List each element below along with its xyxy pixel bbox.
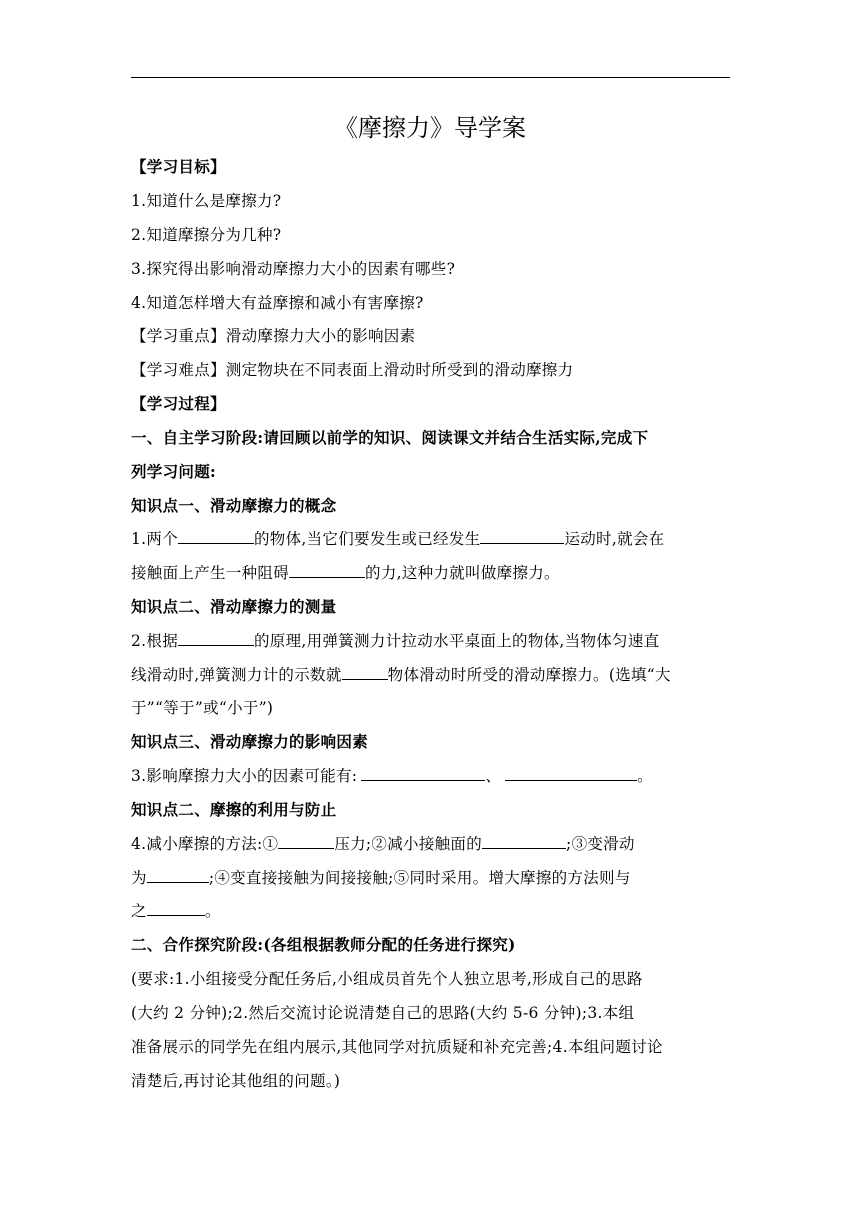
q4-line2 (131, 867, 731, 889)
q3-blank-1[interactable] (361, 765, 485, 781)
stage2-text-line: (大约 2 分钟);2.然后交流讨论说清楚自己的思路(大约 5-6 分钟);3.本组 (131, 1004, 635, 1022)
q3-line (131, 765, 731, 787)
q4-blank-4[interactable] (147, 900, 205, 916)
kp1-heading: 知识点一、滑动摩擦力的概念 (131, 496, 337, 515)
q1-text-e: 的力,这种力就叫做摩擦力。 (365, 564, 560, 582)
q4-blank-2[interactable] (482, 833, 566, 849)
q4-blank-3[interactable] (147, 867, 209, 883)
stage2-text-line: 准备展示的同学先在组内展示,其他同学对抗质疑和补充完善;4.本组问题讨论 (131, 1038, 663, 1056)
q2-line3: 于”“等于”或“小于”) (131, 699, 274, 717)
q3-blank-2[interactable] (505, 765, 637, 781)
stage1-heading-line1: 一、自主学习阶段:请回顾以前学的知识、阅读课文并结合生活实际,完成下 (131, 428, 649, 447)
kp2-heading: 知识点二、滑动摩擦力的测量 (131, 597, 337, 616)
q4-text-d: 为 (131, 869, 147, 887)
goal-item: 3.探究得出影响滑动摩擦力大小的因素有哪些? (131, 260, 456, 278)
q4-text-c: ;③变滑动 (566, 835, 635, 853)
stage2-heading: 二、合作探究阶段:(各组根据教师分配的任务进行探究) (131, 935, 516, 954)
q1-text-b: 的物体,当它们要发生或已经发生 (254, 530, 481, 548)
q3-text-c: 。 (637, 767, 653, 785)
q4-line3 (131, 900, 731, 922)
page-title: 《摩擦力》导学案 (334, 114, 526, 142)
q2-blank-1[interactable] (178, 630, 254, 646)
q4-text-a: 4.减小摩擦的方法:① (131, 835, 279, 853)
q2-text-d: 物体滑动时所受的滑动摩擦力。(选填“大 (387, 666, 671, 684)
q4-text-b: 压力;②减小接触面的 (334, 835, 483, 853)
q2-blank-2[interactable] (342, 664, 388, 680)
kp4-heading: 知识点二、摩擦的利用与防止 (131, 800, 337, 819)
q4-text-f: 之 (131, 902, 147, 920)
stage1-heading-line2: 列学习问题: (131, 462, 217, 481)
q3-text-b: 、 (485, 767, 502, 785)
q1-text-d: 接触面上产生一种阻碍 (131, 564, 290, 582)
kp3-heading: 知识点三、滑动摩擦力的影响因素 (131, 732, 369, 751)
q1-line1 (131, 528, 731, 550)
q1-line2 (131, 562, 731, 584)
key-point: 【学习重点】滑动摩擦力大小的影响因素 (131, 327, 416, 345)
q4-text-g: 。 (204, 902, 221, 920)
q1-blank-1[interactable] (178, 528, 254, 544)
q2-text-a: 2.根据 (131, 632, 178, 650)
q2-line1 (131, 630, 731, 652)
goals-heading: 【学习目标】 (131, 157, 226, 176)
goal-item: 1.知道什么是摩擦力? (131, 192, 282, 210)
q2-line2 (131, 664, 731, 686)
stage2-text-line: 清楚后,再讨论其他组的问题。) (131, 1072, 341, 1090)
q1-text-a: 1.两个 (131, 530, 178, 548)
process-heading: 【学习过程】 (131, 394, 226, 413)
q4-line1 (131, 833, 731, 855)
difficulty: 【学习难点】测定物块在不同表面上滑动时所受到的滑动摩擦力 (131, 361, 574, 379)
q1-text-c: 运动时,就会在 (564, 530, 665, 548)
q1-blank-2[interactable] (480, 528, 564, 544)
q1-blank-3[interactable] (289, 562, 365, 578)
q3-text-a: 3.影响摩擦力大小的因素可能有: (131, 767, 358, 785)
q4-text-e: ;④变直接接触为间接接触;⑤同时采用。增大摩擦的方法则与 (208, 869, 631, 887)
goal-item: 4.知道怎样增大有益摩擦和减小有害摩擦? (131, 294, 424, 312)
header-rule (131, 77, 730, 78)
stage2-text-line: (要求:1.小组接受分配任务后,小组成员首先个人独立思考,形成自己的思路 (131, 970, 643, 988)
q2-text-c: 线滑动时,弹簧测力计的示数就 (131, 666, 342, 684)
q4-blank-1[interactable] (278, 833, 334, 849)
goal-item: 2.知道摩擦分为几种? (131, 226, 282, 244)
q2-text-b: 的原理,用弹簧测力计拉动水平桌面上的物体,当物体匀速直 (254, 632, 660, 650)
